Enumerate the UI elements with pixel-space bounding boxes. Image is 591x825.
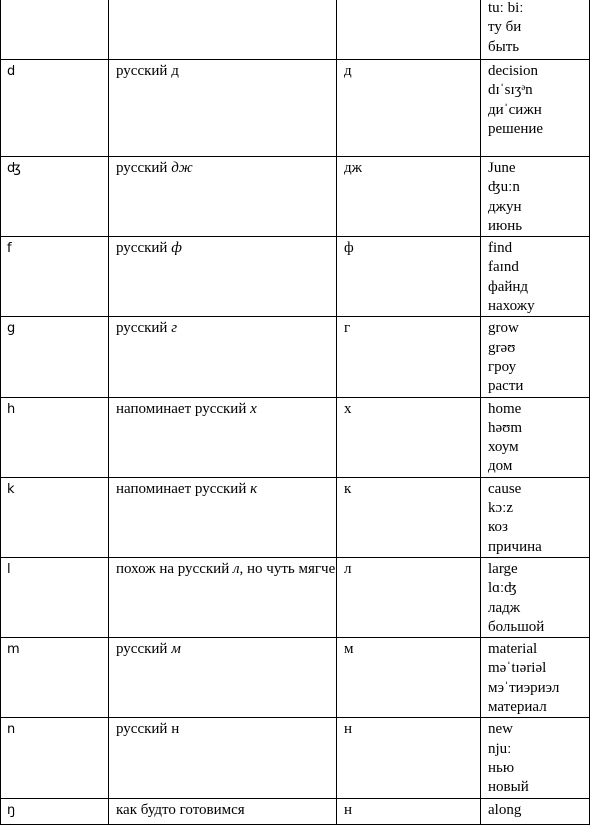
example-russian-transcription: гроу — [488, 358, 517, 375]
table-row — [1, 237, 590, 317]
description-cell — [109, 317, 337, 397]
description-cell — [109, 237, 337, 317]
example-translation: июнь — [488, 217, 523, 234]
example-word: home — [488, 400, 522, 417]
example-ipa: faɪnd — [488, 259, 519, 276]
example-cell — [481, 0, 590, 60]
example-translation: большой — [488, 618, 545, 635]
description-text: русский — [116, 320, 172, 337]
example-russian-transcription: быть — [488, 38, 520, 55]
example-russian-transcription: коз — [488, 519, 508, 536]
description-text: как будто готовимся — [116, 801, 245, 818]
example-ipa: dɪˈsɪʒᵊn — [488, 82, 533, 99]
example-cell — [481, 237, 590, 317]
example-ipa: lɑːʤ — [488, 580, 517, 597]
example-cell — [481, 477, 590, 557]
letter-cell: н — [337, 718, 481, 798]
example-word: along — [488, 801, 522, 818]
example-russian-transcription: нью — [488, 759, 515, 776]
example-word: grow — [488, 320, 519, 337]
description-cell — [109, 477, 337, 557]
description-cell — [109, 0, 337, 60]
example-word: cause — [488, 480, 522, 497]
description-cell — [109, 157, 337, 237]
description-text: напоминает русский — [116, 400, 251, 417]
example-translation: нахожу — [488, 298, 535, 315]
table-row — [1, 557, 590, 637]
phonetics-table-body — [1, 0, 590, 824]
example-cell — [481, 557, 590, 637]
example-translation: дом — [488, 458, 513, 475]
symbol-cell: m — [1, 638, 109, 718]
description-text: русский — [116, 240, 172, 257]
description-emphasis: х — [250, 400, 257, 417]
description-emphasis: г — [171, 320, 178, 337]
letter-cell: к — [337, 477, 481, 557]
example-ipa: ту би — [488, 19, 522, 36]
example-russian-transcription: хоум — [488, 439, 519, 456]
description-text: русский — [116, 160, 172, 176]
letter-cell: х — [337, 397, 481, 477]
description-cell — [109, 718, 337, 798]
example-translation: новый — [488, 779, 529, 796]
example-word: large — [488, 560, 518, 577]
symbol-cell: ŋ — [1, 798, 109, 824]
description-cell — [109, 60, 337, 157]
example-ipa: həʊm — [488, 419, 523, 436]
description-cell — [109, 557, 337, 637]
table-row — [1, 718, 590, 798]
example-cell — [481, 397, 590, 477]
letter-cell: д — [337, 60, 481, 157]
example-word: tuː biː — [488, 0, 524, 16]
example-word: new — [488, 721, 513, 738]
example-ipa: grəʊ — [488, 339, 516, 356]
example-cell — [481, 60, 590, 157]
symbol-cell: h — [1, 397, 109, 477]
example-translation: материал — [488, 699, 547, 716]
symbol-cell: g — [1, 317, 109, 397]
description-text: русский д — [116, 63, 179, 79]
table-row — [1, 477, 590, 557]
letter-cell: ф — [337, 237, 481, 317]
example-ipa: ʤuːn — [488, 179, 520, 196]
symbol-cell — [1, 0, 109, 60]
example-word: June — [488, 160, 516, 176]
description-text: напоминает русский — [116, 480, 251, 497]
description-cell — [109, 638, 337, 718]
example-cell — [481, 638, 590, 718]
description-suffix: , но чуть мягче — [239, 560, 336, 577]
example-word: find — [488, 240, 513, 257]
example-cell — [481, 798, 590, 824]
symbol-cell: f — [1, 237, 109, 317]
example-cell — [481, 157, 590, 237]
example-russian-transcription: ладж — [488, 599, 521, 616]
description-emphasis: дж — [171, 160, 193, 176]
example-translation: решение — [488, 120, 544, 137]
example-russian-transcription: файнд — [488, 278, 529, 295]
example-ipa: məˈtɪəriəl — [488, 660, 547, 677]
example-translation: расти — [488, 378, 524, 395]
letter-cell — [337, 0, 481, 60]
description-text: русский — [116, 641, 172, 658]
example-word: material — [488, 641, 538, 658]
symbol-cell: k — [1, 477, 109, 557]
example-cell — [481, 718, 590, 798]
description-emphasis: к — [250, 480, 258, 497]
example-ipa: kɔːz — [488, 500, 513, 517]
example-cell — [481, 317, 590, 397]
example-translation: причина — [488, 538, 542, 555]
symbol-cell: n — [1, 718, 109, 798]
description-cell — [109, 798, 337, 824]
description-cell — [109, 397, 337, 477]
letter-cell: дж — [337, 157, 481, 237]
letter-cell: м — [337, 638, 481, 718]
table-row — [1, 157, 590, 237]
table-row — [1, 397, 590, 477]
table-row — [1, 798, 590, 824]
symbol-cell: d — [1, 60, 109, 157]
table-row — [1, 60, 590, 157]
example-word: decision — [488, 63, 538, 79]
table-row — [1, 317, 590, 397]
letter-cell: л — [337, 557, 481, 637]
symbol-cell: ʤ — [1, 157, 109, 237]
description-text: русский н — [116, 721, 180, 738]
example-ipa: njuː — [488, 740, 512, 757]
example-russian-transcription: диˈсижн — [488, 101, 542, 118]
symbol-cell: l — [1, 557, 109, 637]
letter-cell: г — [337, 317, 481, 397]
letter-cell: н — [337, 798, 481, 824]
table-row — [1, 638, 590, 718]
example-russian-transcription: джун — [488, 198, 522, 215]
description-emphasis: ф — [171, 240, 182, 257]
description-text: похож на русский — [116, 560, 233, 577]
example-russian-transcription: мэˈтиэриэл — [488, 679, 560, 696]
description-emphasis: м — [171, 641, 181, 658]
description-emphasis: л — [232, 560, 240, 577]
table-row — [1, 0, 590, 60]
